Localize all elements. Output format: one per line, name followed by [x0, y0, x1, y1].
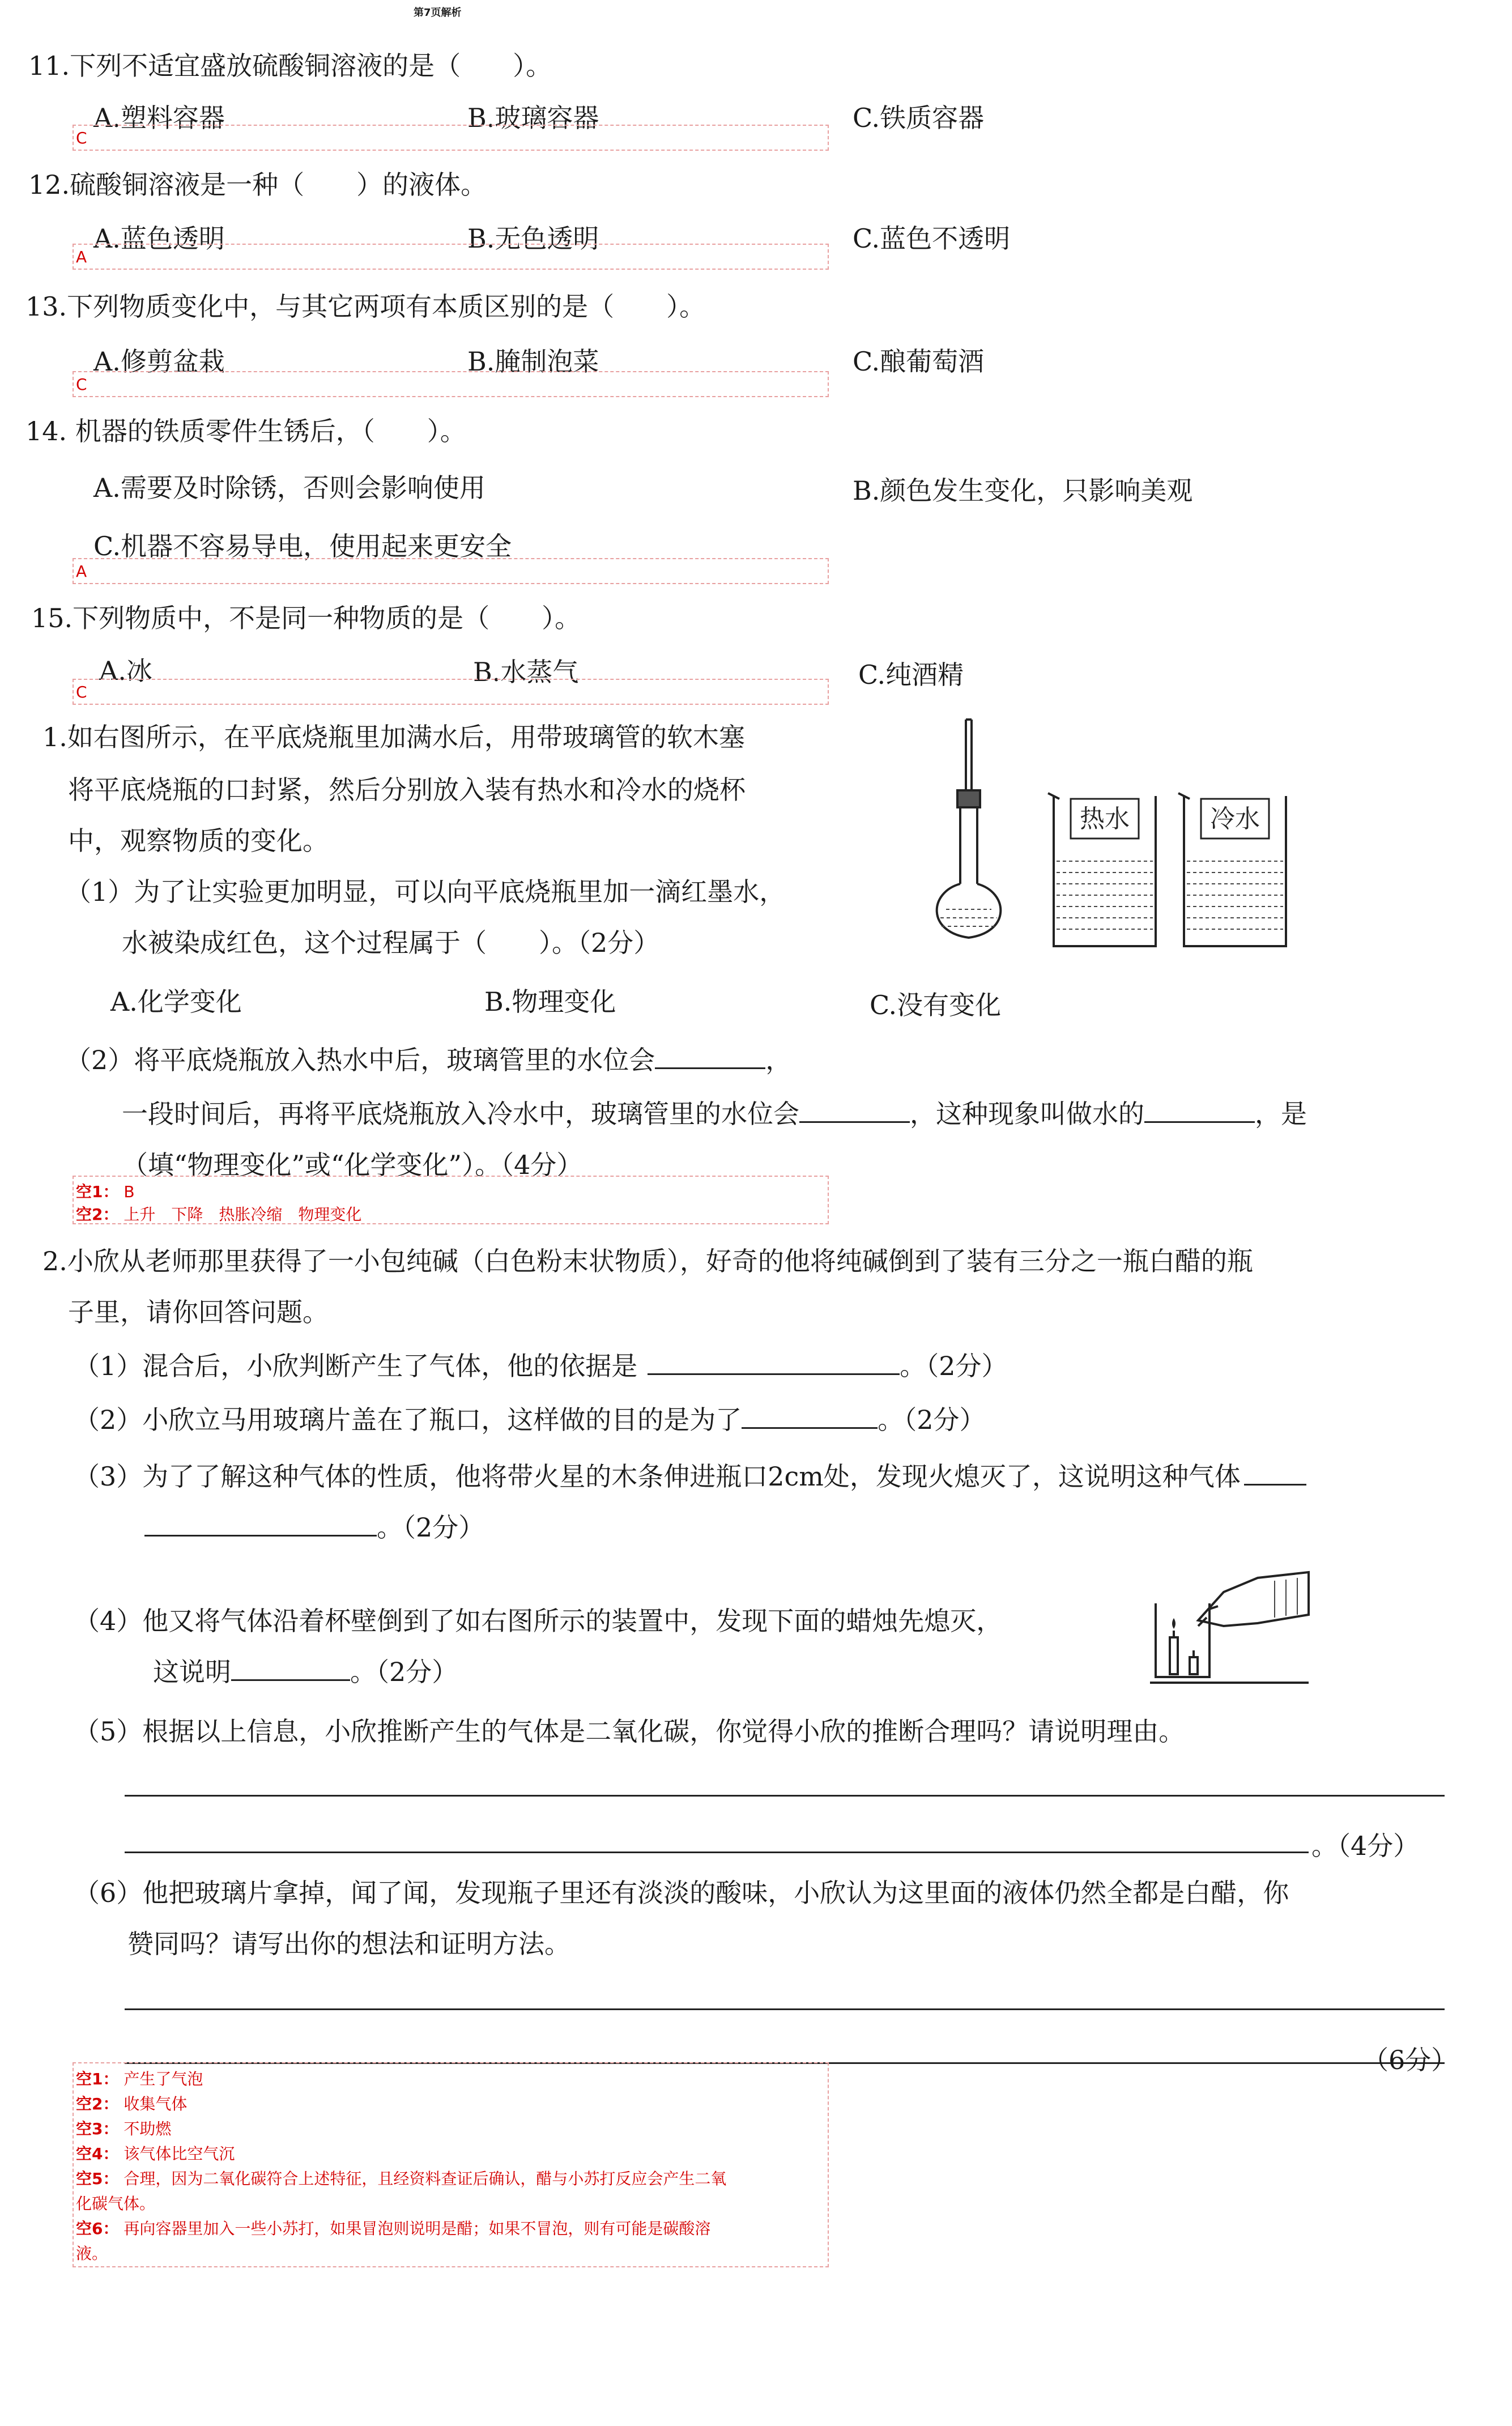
exp2-stem-line1: 2.小欣从老师那里获得了一小包纯碱（白色粉末状物质），好奇的他将纯碱倒到了装有三分之一瓶白醋的瓶: [42, 1246, 1253, 1276]
question-11: 11.下列不适宜盛放硫酸铜溶液的是（ ）。: [28, 50, 552, 81]
cold-water-label: 冷水: [1210, 805, 1260, 833]
exp2-answer-4: 空4： 该气体比空气沉: [76, 2144, 235, 2163]
exp2-sub3-line2: [144, 1507, 484, 1544]
exp2-sub3-line1: [74, 1456, 1306, 1493]
exp2-sub2-text: （2）小欣立马用玻璃片盖在了瓶口，这样做的目的是为了: [74, 1404, 742, 1435]
exp2-sub6-line1: （6）他把玻璃片拿掉，闻了闻，发现瓶子里还有淡淡的酸味，小欣认为这里面的液体仍然全都是白醋，你: [74, 1878, 1289, 1908]
q13-option-c: C.酿葡萄酒: [853, 346, 985, 377]
q12-answer-box: [73, 244, 829, 270]
exp2-answer-line-6a[interactable]: [125, 2008, 1445, 2010]
exp1-answer-2: 空2： 上升 下降 热胀冷缩 物理变化: [76, 1205, 362, 1224]
q11-option-a: A.塑料容器: [93, 103, 225, 133]
exp2-answer-box: [73, 2062, 829, 2267]
q13-answer: C: [76, 375, 87, 394]
exp2-sub1-score: 。（2分）: [900, 1351, 1008, 1381]
question-12: 12.硫酸铜溶液是一种（ ）的液体。: [28, 169, 487, 200]
exp2-answer-5-cont: 化碳气体。: [76, 2194, 156, 2213]
exp1-blank-2[interactable]: [799, 1121, 910, 1123]
exp2-sub3-text: （3）为了了解这种气体的性质，他将带火星的木条伸进瓶口2cm处，发现火熄灭了，这说明这种气体: [74, 1461, 1241, 1492]
exp2-answer-6: 空6： 再向容器里加入一些小苏打，如果冒泡则说明是醋；如果不冒泡，则有可能是碳酸溶: [76, 2219, 711, 2238]
q15-option-c: C.纯酒精: [858, 659, 964, 690]
q15-option-a: A.冰: [99, 656, 152, 686]
q12-option-b: B.无色透明: [467, 223, 599, 254]
q11-answer: C: [76, 129, 87, 147]
exp2-sub1-text: （1）混合后，小欣判断产生了气体，他的依据是: [74, 1351, 638, 1381]
q12-option-c: C.蓝色不透明: [853, 223, 1011, 254]
exp2-answer-2: 空2： 收集气体: [76, 2095, 188, 2113]
exp2-answer-1: 空1： 产生了气泡: [76, 2070, 203, 2088]
q14-option-c: C.机器不容易导电，使用起来更安全: [93, 531, 512, 561]
question-13: 13.下列物质变化中，与其它两项有本质区别的是（ ）。: [25, 291, 706, 322]
page-header: 第7页解析: [414, 7, 462, 19]
candle-pour-illustration: [1144, 1547, 1314, 1688]
exp2-sub6-score: （6分）: [1362, 2045, 1458, 2075]
exp2-answer-line-5a[interactable]: [125, 1795, 1445, 1797]
exp2-answer-line-5b[interactable]: [125, 1852, 1309, 1853]
q14-option-a: A.需要及时除锈，否则会影响使用: [93, 473, 485, 503]
exp1-option-a: A.化学变化: [110, 986, 242, 1017]
exp1-stem-line3: 中，观察物质的变化。: [68, 825, 329, 856]
exp1-stem-line2: 将平底烧瓶的口封紧，然后分别放入装有热水和冷水的烧杯: [68, 774, 746, 805]
exp1-sub1-line1: （1）为了让实验更加明显，可以向平底烧瓶里加一滴红墨水，: [65, 876, 786, 907]
exp1-sub2-line3: （填“物理变化”或“化学变化”）。（4分）: [122, 1150, 583, 1180]
q15-answer: C: [76, 683, 87, 701]
q15-option-b: B.水蒸气: [473, 657, 579, 687]
exp2-blank-1[interactable]: [648, 1373, 900, 1375]
exp2-sub6-line2: 赞同吗？请写出你的想法和证明方法。: [127, 1929, 570, 1959]
q13-answer-box: [73, 371, 829, 397]
q11-option-c: C.铁质容器: [853, 103, 985, 133]
exp2-sub5: （5）根据以上信息，小欣推断产生的气体是二氧化碳，你觉得小欣的推断合理吗？请说明理由。: [74, 1716, 1185, 1747]
q11-answer-box: [73, 125, 829, 151]
exp1-sub2-line2: [122, 1093, 1307, 1131]
exp1-sub2-line2-mid: ，这种现象叫做水的: [910, 1099, 1144, 1129]
q11-option-b: B.玻璃容器: [467, 103, 599, 133]
exp2-answer-3: 空3： 不助燃: [76, 2119, 172, 2138]
q14-answer: A: [76, 562, 87, 581]
exp2-sub4-line2: [153, 1652, 458, 1689]
question-15: 15.下列物质中，不是同一种物质的是（ ）。: [31, 603, 581, 633]
q12-answer: A: [76, 248, 87, 266]
exp2-blank-4[interactable]: [231, 1679, 350, 1681]
exp2-sub1: [74, 1346, 1008, 1383]
exp2-sub3-score: 。（2分）: [377, 1512, 485, 1543]
q13-option-b: B.腌制泡菜: [467, 346, 599, 377]
exp1-sub2-line2-text: 一段时间后，再将平底烧瓶放入冷水中，玻璃管里的水位会: [122, 1099, 799, 1129]
flask-beaker-illustration: [918, 714, 1326, 952]
exp2-sub2-score: 。（2分）: [878, 1404, 986, 1435]
exp1-blank-1[interactable]: [655, 1067, 765, 1069]
exp2-blank-2[interactable]: [742, 1427, 878, 1429]
exp1-answer-box: [73, 1176, 829, 1224]
hot-water-label: 热水: [1080, 805, 1130, 833]
q12-option-a: A.蓝色透明: [93, 223, 225, 254]
q13-option-a: A.修剪盆栽: [93, 346, 225, 377]
exp1-sub2-line2-end: ，是: [1255, 1099, 1307, 1129]
exp1-option-c: C.没有变化: [870, 990, 1002, 1020]
exp1-option-b: B.物理变化: [484, 986, 616, 1017]
exp1-sub2-line1-text: （2）将平底烧瓶放入热水中后，玻璃管里的水位会: [65, 1045, 655, 1075]
exp2-sub4-text: 这说明: [153, 1657, 231, 1687]
exp1-blank-3[interactable]: [1144, 1121, 1255, 1123]
exp1-sub1-line2: 水被染成红色，这个过程属于（ ）。（2分）: [122, 927, 660, 958]
exp1-sub2-line1-end: ，: [765, 1045, 792, 1075]
exp2-sub5-score: 。（4分）: [1311, 1831, 1420, 1861]
exp2-sub4-score: 。（2分）: [350, 1657, 458, 1687]
q15-answer-box: [73, 679, 829, 705]
exp2-blank-3b[interactable]: [144, 1535, 377, 1537]
exp2-answer-6-cont: 液。: [76, 2244, 108, 2263]
exp2-sub4-line1: （4）他又将气体沿着杯壁倒到了如右图所示的装置中，发现下面的蜡烛先熄灭，: [74, 1606, 1003, 1636]
exp2-blank-3a[interactable]: [1244, 1484, 1306, 1486]
q14-answer-box: [73, 558, 829, 584]
exp2-sub2: [74, 1399, 986, 1437]
exp2-answer-5: 空5： 合理，因为二氧化碳符合上述特征，且经资料查证后确认，醋与小苏打反应会产生二氧: [76, 2169, 727, 2188]
exp1-sub2-line1: [65, 1040, 791, 1077]
q14-option-b: B.颜色发生变化，只影响美观: [853, 475, 1193, 506]
question-14: 14. 机器的铁质零件生锈后，（ ）。: [25, 416, 466, 446]
exp1-stem-line1: 1.如右图所示，在平底烧瓶里加满水后，用带玻璃管的软木塞: [42, 722, 745, 752]
exp2-stem-line2: 子里，请你回答问题。: [68, 1297, 329, 1327]
exp1-answer-1: 空1： B: [76, 1182, 135, 1201]
